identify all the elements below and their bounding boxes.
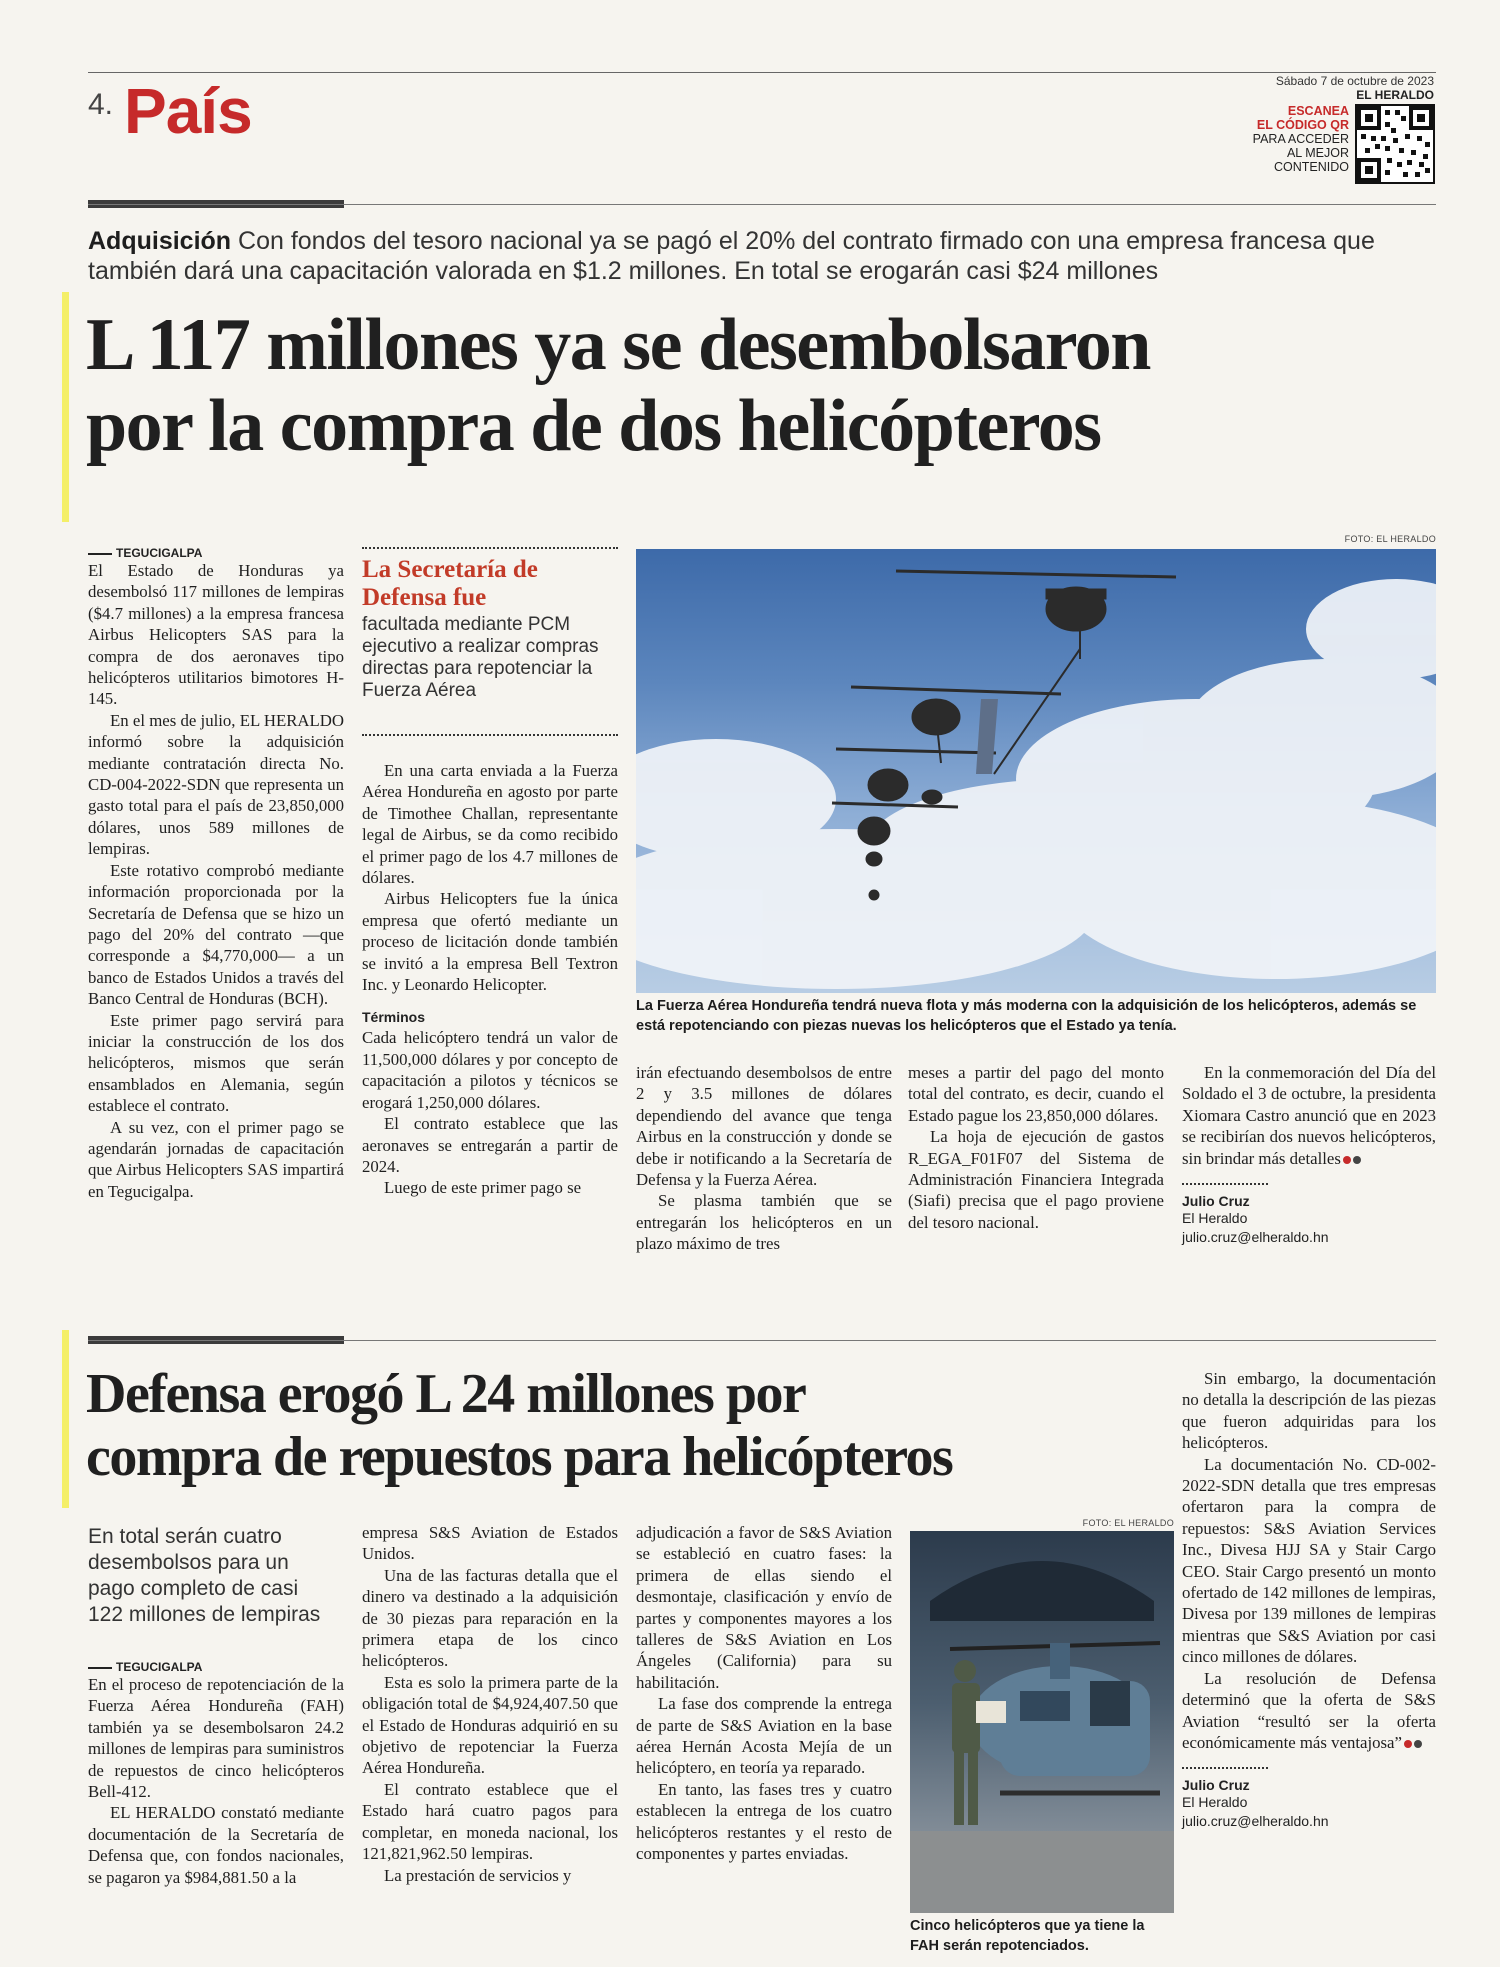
dateline: TEGUCIGALPA bbox=[88, 546, 344, 560]
paragraph: Luego de este primer pago se bbox=[384, 1178, 582, 1198]
paragraph: La resolución de Defensa determinó que la oferta de S&S Aviation “resultó ser la oferta económicamente más ventajosa” bbox=[1182, 1668, 1436, 1752]
qr-prompt-line: EL CÓDIGO QR bbox=[1256, 118, 1349, 132]
highlighter-mark bbox=[62, 1330, 69, 1508]
paragraph: En tanto, las fases tres y cuatro establecen la entrega de los cuatro helicópteros restantes y el resto de componentes y partes enviadas. bbox=[636, 1779, 892, 1864]
paragraph: En la conmemoración del Día del Soldado el 3 de octubre, la presidenta Xiomara Castro anunció que en 2023 se recibirían dos nuevos helicópteros, sin brindar más detalles bbox=[1182, 1063, 1436, 1168]
paragraph: adjudicación a favor de S&S Aviation se estableció en cuatro fases: la primera de ellas siendo el desmontaje, clasificación y envío de partes y componentes mayores a los talleres de S&S Aviation en Los Ángeles (California) para su habilitación. bbox=[636, 1523, 892, 1692]
story2-column-1 bbox=[88, 1660, 344, 1888]
pullquote-title: La Secretaría de Defensa fue bbox=[362, 556, 538, 611]
story2-column-5 bbox=[1182, 1368, 1436, 1831]
headline-line: por la compra de dos helicópteros bbox=[86, 385, 1101, 467]
subhead-terms: Términos bbox=[362, 1009, 426, 1026]
headline-line: Defensa erogó L 24 millones por bbox=[86, 1363, 806, 1425]
end-mark-icon bbox=[1343, 1156, 1351, 1164]
story1-column-5 bbox=[1182, 1062, 1436, 1247]
main-headline bbox=[86, 305, 1466, 467]
highlighter-mark bbox=[62, 292, 69, 522]
helicopter-hangar-photo bbox=[910, 1531, 1174, 1913]
paragraph: Airbus Helicopters fue la única empresa que ofertó mediante un proceso de licitación donde también se invitó a la empresa Bell Textron Inc. y Leonardo Helicopter. bbox=[362, 889, 618, 995]
section-divider-rule bbox=[88, 204, 1436, 205]
paragraph: meses a partir del pago del monto total del contrato, es decir, cuando el Estado pague los 23,850,000 dólares. bbox=[908, 1063, 1164, 1125]
deck-kicker: Adquisición bbox=[88, 227, 232, 255]
paragraph: En el proceso de repotenciación de la Fuerza Aérea Hondureña (FAH) también ya se desembolsaron 24.2 millones de lempiras para suministros de repuestos de cinco helicópteros Bell-412. bbox=[88, 1675, 344, 1802]
pullquote-rule-bottom bbox=[362, 734, 618, 736]
paragraph: La prestación de servicios y bbox=[384, 1865, 572, 1885]
page-number: 4. bbox=[88, 88, 114, 121]
paragraph: La documentación No. CD-002-2022-SDN detalla que tres empresas ofertaron para la compra de repuestos: S&S Aviation Services Inc., Divesa HJJ SA y Stair Cargo CEO. Stair Cargo presentó un monto ofertado de 142 millones de lempiras, Divesa por 139 millones de lempiras mientras que S&S Aviation por casi cinco millones de dólares. bbox=[1182, 1454, 1436, 1667]
paragraph: Una de las facturas detalla que el dinero va destinado a la adquisición de 30 piezas para reparación en la primera etapa de los cinco helicópteros. bbox=[362, 1565, 618, 1671]
pullquote bbox=[362, 556, 618, 702]
paragraph: irán efectuando desembolsos de entre 2 y 3.5 millones de dólares dependiendo del avance que tenga Airbus en la construcción y donde se debe ir notificando a la Secretaría de Defensa y la Fuerza Aérea. bbox=[636, 1063, 892, 1190]
headline-line: L 117 millones ya se desembolsaron bbox=[86, 304, 1150, 386]
headline-line: compra de repuestos para helicópteros bbox=[86, 1426, 953, 1488]
paragraph: Este primer pago servirá para iniciar la construcción de los dos helicópteros, mismos que serán ensamblados en Alemania, según establece el contrato. bbox=[88, 1010, 344, 1116]
byline-rule bbox=[1182, 1767, 1268, 1769]
top-rule bbox=[88, 72, 1436, 73]
paragraph: Sin embargo, la documentación no detalla la descripción de las piezas que fueron adquiridas para los helicópteros. bbox=[1182, 1369, 1436, 1453]
story2-column-2 bbox=[362, 1522, 618, 1886]
photo-credit: FOTO: EL HERALDO bbox=[1344, 534, 1436, 544]
paragraph: El Estado de Honduras ya desembolsó 117 millones de lempiras ($4.7 millones) a la empresa francesa Airbus Helicopters SAS para la compra de dos aeronaves tipo helicópteros utilitarios bimotores H-145. bbox=[88, 561, 344, 709]
second-headline bbox=[86, 1363, 1186, 1489]
story1-column-1 bbox=[88, 546, 344, 1202]
author-outlet: El Heraldo bbox=[1182, 1794, 1248, 1811]
end-mark-icon bbox=[1404, 1740, 1412, 1748]
paragraph: La fase dos comprende la entrega de parte de S&S Aviation en la base aérea Hernán Acosta Mejía de un helicóptero, en teoría ya reparado. bbox=[636, 1694, 892, 1778]
photo-caption: La Fuerza Aérea Hondureña tendrá nueva flota y más moderna con la adquisición de los helicópteros, además se está repotenciando con piezas nuevas los helicópteros que el Estado ya tenía. bbox=[636, 998, 1417, 1034]
paragraph: Esta es solo la primera parte de la obligación total de $4,924,407.50 que el Estado de Honduras adquirió en su objetivo de repotenciar la Fuerza Aérea Hondureña. bbox=[362, 1672, 618, 1778]
paragraph: Este rotativo comprobó mediante información proporcionada por la Secretaría de Defensa que se hizo un pago del 20% del contrato —que corresponde a $4,770,000— a un banco de Estados Unidos a través del Banco Central de Honduras (BCH). bbox=[88, 860, 344, 1009]
end-mark-icon bbox=[1414, 1740, 1422, 1748]
qr-prompt-line: ESCANEA bbox=[1287, 104, 1349, 118]
section-title: País bbox=[124, 75, 252, 147]
pullquote-rule-top bbox=[362, 547, 618, 549]
masthead-name: EL HERALDO bbox=[1356, 88, 1434, 102]
story1-column-4 bbox=[908, 1062, 1164, 1233]
story1-column-2 bbox=[362, 760, 618, 1199]
end-mark-icon bbox=[1353, 1156, 1361, 1164]
deck-text: Con fondos del tesoro nacional ya se pagó el 20% del contrato firmado con una empresa francesa que también dará una capacitación valorada en $1.2 millones. En total se erogarán casi $24 millones bbox=[88, 227, 1375, 285]
paragraph: En el mes de julio, EL HERALDO informó sobre la adquisición mediante contratación directa No. CD-004-2022-SDN que representa un gasto total para el país de 23,850,000 dólares, unos 589 millones de lempiras. bbox=[88, 710, 344, 859]
paragraph: Cada helicóptero tendrá un valor de 11,500,000 dólares y por concepto de capacitación a pilotos y técnicos se erogará 1,250,000 dólares. bbox=[362, 1028, 618, 1112]
paragraph: empresa S&S Aviation de Estados Unidos. bbox=[362, 1523, 618, 1564]
helicopters-formation-photo bbox=[636, 549, 1436, 993]
story2-summary: En total serán cuatro desembolsos para un pago completo de casi 122 millones de lempiras bbox=[88, 1525, 321, 1626]
paragraph: La hoja de ejecución de gastos R_EGA_F01F07 del Sistema de Administración Financiera Integrada (Siafi) precisa que el pago proviene del tesoro nacional. bbox=[908, 1127, 1164, 1232]
qr-code-icon[interactable] bbox=[1355, 104, 1435, 184]
author-outlet: El Heraldo bbox=[1182, 1210, 1248, 1227]
paragraph: En una carta enviada a la Fuerza Aérea Hondureña en agosto por parte de Timothee Challan, representante legal de Airbus, se da como recibido el primer pago de los 4.7 millones de dólares. bbox=[362, 761, 618, 888]
qr-note-line: PARA ACCEDER bbox=[1252, 132, 1349, 146]
photo-credit: FOTO: EL HERALDO bbox=[1082, 1518, 1174, 1528]
pullquote-body: facultada mediante PCM ejecutivo a realizar compras directas para repotenciar la Fuerza Aérea bbox=[362, 614, 599, 701]
qr-prompt bbox=[1195, 104, 1349, 174]
story-deck bbox=[88, 226, 1448, 286]
paragraph: A su vez, con el primer pago se agendarán jornadas de capacitación que Airbus Helicopters SAS impartirá en Tegucigalpa. bbox=[88, 1117, 344, 1201]
photo-caption: Cinco helicópteros que ya tiene la FAH serán repotenciados. bbox=[910, 1918, 1145, 1954]
dateline: TEGUCIGALPA bbox=[88, 1660, 344, 1674]
paragraph: Se plasma también que se entregarán los helicópteros en un plazo máximo de tres bbox=[636, 1191, 892, 1254]
qr-note-line: CONTENIDO bbox=[1274, 160, 1349, 174]
qr-note-line: AL MEJOR bbox=[1286, 146, 1349, 160]
paragraph: EL HERALDO constató mediante documentación de la Secretaría de Defensa que, con fondos nacionales, se pagaron ya $984,881.50 a la bbox=[88, 1803, 344, 1887]
issue-date: Sábado 7 de octubre de 2023 bbox=[1275, 74, 1434, 88]
story2-column-3 bbox=[636, 1522, 892, 1865]
paragraph: El contrato establece que las aeronaves se entregarán a partir de 2024. bbox=[362, 1114, 618, 1176]
byline-rule bbox=[1182, 1183, 1268, 1185]
author-name: Julio Cruz bbox=[1182, 1193, 1250, 1210]
author-email[interactable]: julio.cruz@elheraldo.hn bbox=[1182, 1813, 1329, 1830]
story1-column-3 bbox=[636, 1062, 892, 1255]
author-name: Julio Cruz bbox=[1182, 1777, 1250, 1794]
paragraph: El contrato establece que el Estado hará cuatro pagos para completar, en moneda nacional, los 121,821,962.50 lempiras. bbox=[362, 1779, 618, 1864]
story-divider-rule bbox=[88, 1340, 1436, 1341]
author-email[interactable]: julio.cruz@elheraldo.hn bbox=[1182, 1229, 1329, 1246]
